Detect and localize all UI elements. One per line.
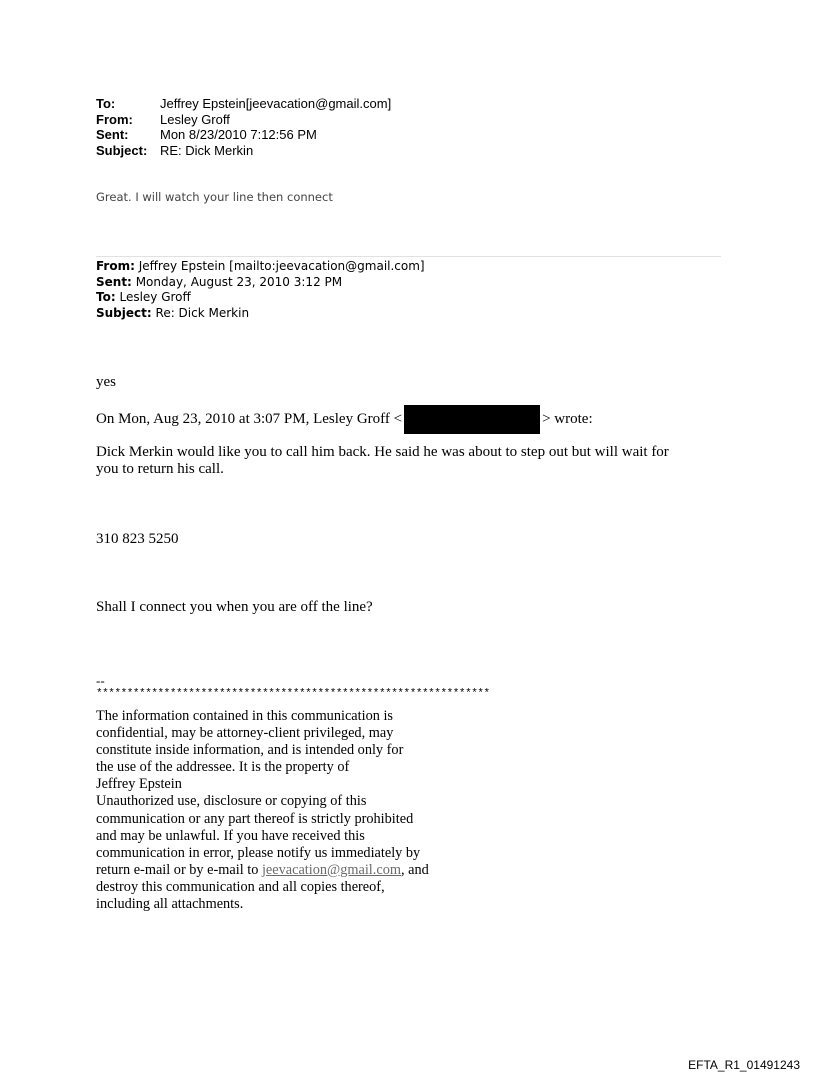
disclaimer-return-prefix: return e-mail or by e-mail to: [96, 861, 262, 878]
forwarded-from-row: [96, 259, 425, 275]
forwarded-to-row: [96, 290, 425, 306]
disclaimer-line: The information contained in this communication is: [96, 708, 393, 724]
message-divider: [96, 256, 721, 257]
confidentiality-disclaimer: [96, 708, 476, 913]
header-sent-row: [96, 127, 391, 143]
disclaimer-line: destroy this communication and all copies thereof,: [96, 878, 385, 895]
connect-question: Shall I connect you when you are off the line?: [96, 599, 373, 615]
forwarded-subject-label: Subject:: [96, 305, 152, 320]
header-to-value: Jeffrey Epstein[jeevacation@gmail.com]: [160, 96, 392, 111]
header-subject-value: RE: Dick Merkin: [160, 142, 254, 158]
disclaimer-line: Unauthorized use, disclosure or copying of this: [96, 793, 367, 810]
header-sent-value: Mon 8/23/2010 7:12:56 PM: [160, 127, 317, 142]
header-from-label: From:: [96, 111, 133, 127]
disclaimer-line: communication or any part thereof is strictly prohibited: [96, 810, 414, 827]
forwarded-sent-value: Monday, August 23, 2010 3:12 PM: [135, 274, 343, 289]
disclaimer-return-line: [96, 862, 476, 879]
quote-wrote: > wrote:: [542, 411, 593, 427]
forwarded-from-value: Jeffrey Epstein [mailto:jeevacation@gmail.com]: [138, 259, 425, 273]
disclaimer-line: including all attachments.: [96, 896, 244, 913]
reply-body: Great. I will watch your line then connect: [96, 190, 333, 204]
header-subject-row: [96, 143, 391, 159]
header-sent-label: Sent:: [96, 127, 129, 142]
signature-separator: ****************************************************************: [96, 688, 490, 700]
forwarded-subject-row: [96, 306, 425, 322]
email-link[interactable]: jeevacation@gmail.com: [261, 861, 401, 878]
quote-attribution: [96, 405, 593, 434]
header-to-label: To:: [96, 96, 116, 111]
disclaimer-return-suffix: , and: [400, 861, 429, 878]
forwarded-from-label: From:: [96, 259, 135, 273]
header-from-row: [96, 112, 391, 128]
document-id: EFTA_R1_01491243: [688, 1058, 800, 1072]
forwarded-sent-label: Sent:: [96, 274, 132, 289]
disclaimer-line: the use of the addressee. It is the property of: [96, 759, 350, 776]
disclaimer-line: communication in error, please notify us immediately by: [96, 844, 421, 861]
disclaimer-line: Jeffrey Epstein: [96, 776, 182, 793]
header-from-value: Lesley Groff: [160, 111, 230, 127]
phone-number: 310 823 5250: [96, 531, 179, 547]
forwarded-subject-value: Re: Dick Merkin: [155, 305, 250, 320]
forwarded-to-label: To:: [96, 290, 116, 304]
header-subject-label: Subject:: [96, 142, 148, 158]
header-to-row: [96, 96, 391, 112]
disclaimer-line: confidential, may be attorney-client privileged, may: [96, 725, 394, 742]
forwarded-to-value: Lesley Groff: [119, 290, 191, 304]
quoted-message-line: you to return his call.: [96, 461, 224, 477]
redaction-box: [404, 405, 540, 434]
quoted-message-line: Dick Merkin would like you to call him back. He said he was about to step out but will wait for: [96, 444, 669, 460]
disclaimer-line: constitute inside information, and is intended only for: [96, 742, 404, 759]
forwarded-sent-row: [96, 275, 425, 291]
quote-intro: On Mon, Aug 23, 2010 at 3:07 PM, Lesley Groff <: [96, 411, 403, 427]
quoted-message: [96, 444, 669, 478]
email-header: [96, 96, 391, 158]
forwarded-header: [96, 259, 425, 321]
disclaimer-line: and may be unlawful. If you have received this: [96, 827, 365, 844]
signature-dashes: --: [96, 673, 105, 688]
reply-yes: yes: [96, 374, 116, 390]
